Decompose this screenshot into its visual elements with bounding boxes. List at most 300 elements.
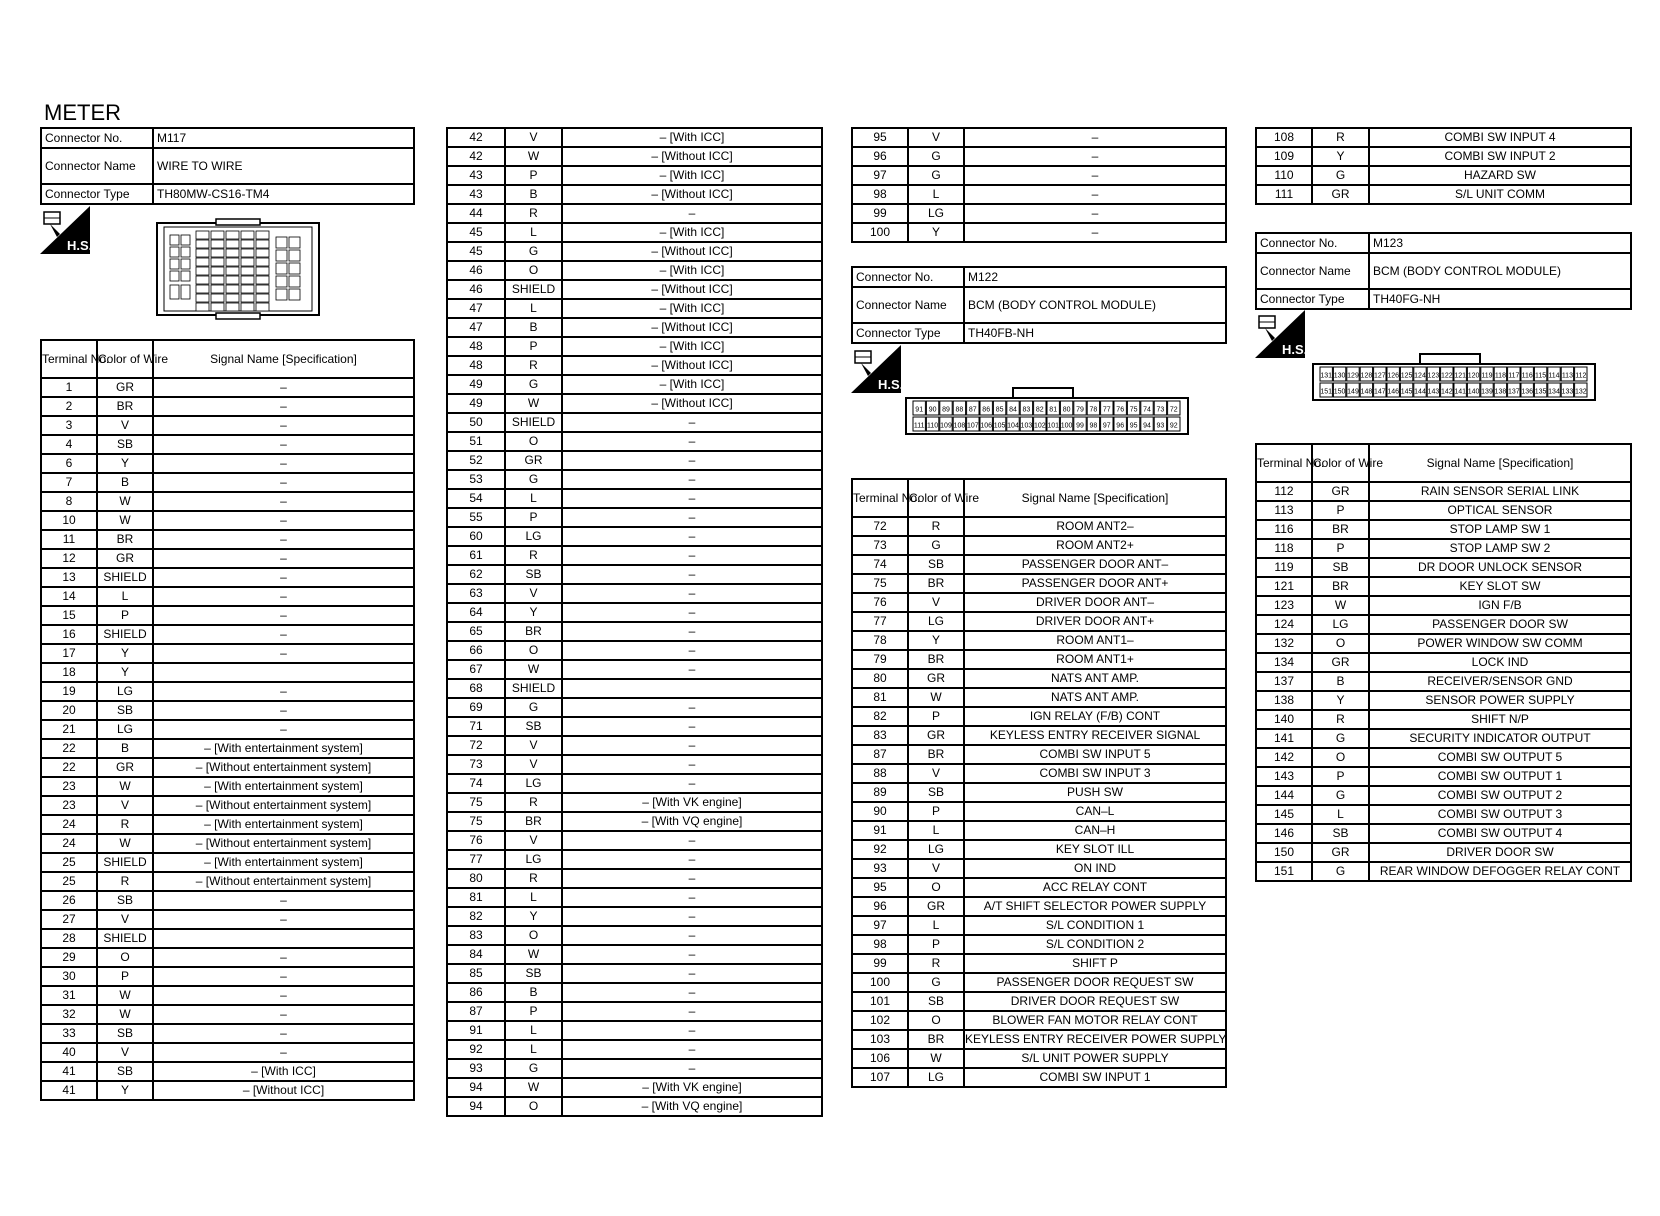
table-row xyxy=(852,631,1226,650)
signal-name-cell: – xyxy=(562,451,822,470)
signal-name-cell: – xyxy=(562,603,822,622)
wire-color-cell: O xyxy=(505,261,562,280)
connector-pin-label: 102 xyxy=(1033,422,1046,430)
signal-name-cell: S/L CONDITION 2 xyxy=(964,935,1226,954)
signal-name-cell: KEYLESS ENTRY RECEIVER SIGNAL xyxy=(964,726,1226,745)
terminal-no-cell: 91 xyxy=(852,821,908,840)
signal-name-cell: – [With entertainment system] xyxy=(153,853,414,872)
connector-pin-label: 90 xyxy=(928,406,937,414)
table-row xyxy=(41,644,414,663)
connector-cavity xyxy=(170,235,179,245)
signal-name-cell: COMBI SW INPUT 3 xyxy=(964,764,1226,783)
signal-name-cell: – [With VQ engine] xyxy=(562,812,822,831)
table-row xyxy=(41,416,414,435)
table-row xyxy=(852,935,1226,954)
signal-name-cell: CAN–L xyxy=(964,802,1226,821)
signal-name-cell: PASSENGER DOOR REQUEST SW xyxy=(964,973,1226,992)
connector-cavity xyxy=(226,276,239,284)
wire-color-cell: R xyxy=(97,872,153,891)
signal-name-cell: – xyxy=(153,454,414,473)
terminal-no-cell: 40 xyxy=(41,1043,97,1062)
terminal-no-cell: 69 xyxy=(447,698,505,717)
table-row xyxy=(447,1078,822,1097)
connector-cavity xyxy=(181,247,190,257)
signal-name-cell: – [Without ICC] xyxy=(562,318,822,337)
connector-cavity xyxy=(196,285,209,293)
wire-color-cell: W xyxy=(97,511,153,530)
connector-cavity xyxy=(256,276,269,284)
wire-color-cell: P xyxy=(908,802,964,821)
signal-name-cell: COMBI SW OUTPUT 1 xyxy=(1369,767,1631,786)
table-row xyxy=(447,166,822,185)
wire-color-cell: W xyxy=(908,1049,964,1068)
terminal-no-cell: 28 xyxy=(41,929,97,948)
connector-pin-label: 86 xyxy=(982,406,991,414)
wire-color-cell: LG xyxy=(1312,615,1369,634)
wire-color-cell: SB xyxy=(908,555,964,574)
signal-name-cell: DRIVER DOOR ANT– xyxy=(964,593,1226,612)
wire-color-cell: W xyxy=(505,660,562,679)
signal-name-cell: COMBI SW OUTPUT 2 xyxy=(1369,786,1631,805)
terminal-no-cell: 119 xyxy=(1256,558,1312,577)
table-row xyxy=(447,831,822,850)
connector-pin-label: 129 xyxy=(1347,372,1359,380)
connector-cavity xyxy=(211,303,224,311)
terminal-no-cell: 52 xyxy=(447,451,505,470)
table-row xyxy=(852,166,1226,185)
connector-face-m117 xyxy=(156,219,320,319)
terminal-no-cell: 20 xyxy=(41,701,97,720)
signal-name-cell: RECEIVER/SENSOR GND xyxy=(1369,672,1631,691)
terminal-no-cell: 109 xyxy=(1256,147,1312,166)
table-row xyxy=(852,555,1226,574)
signal-name-cell: – xyxy=(964,166,1226,185)
table-row xyxy=(1256,166,1631,185)
terminal-no-cell: 113 xyxy=(1256,501,1312,520)
table-row xyxy=(41,549,414,568)
table-row xyxy=(447,603,822,622)
table-row xyxy=(447,584,822,603)
table-row xyxy=(447,793,822,812)
signal-name-cell: – xyxy=(153,473,414,492)
terminal-no-cell: 82 xyxy=(447,907,505,926)
connector-cavity xyxy=(276,276,287,287)
connector-cavity xyxy=(241,231,254,239)
table-row xyxy=(41,948,414,967)
signal-name-cell: – [Without ICC] xyxy=(562,242,822,261)
table-row xyxy=(447,451,822,470)
table-row xyxy=(1256,805,1631,824)
page-title: METER xyxy=(44,100,121,125)
signal-name-cell: SENSOR POWER SUPPLY xyxy=(1369,691,1631,710)
signal-name-cell: – xyxy=(562,565,822,584)
wire-color-cell: W xyxy=(97,492,153,511)
terminal-no-cell: 93 xyxy=(852,859,908,878)
connector-name-label: Connector Name xyxy=(41,148,153,184)
table-body xyxy=(41,378,414,1100)
table-row xyxy=(41,1024,414,1043)
table-row xyxy=(41,1005,414,1024)
signal-name-cell: – xyxy=(153,948,414,967)
wire-color-cell: P xyxy=(505,508,562,527)
terminal-no-cell: 44 xyxy=(447,204,505,223)
table-row xyxy=(852,821,1226,840)
terminal-no-cell: 144 xyxy=(1256,786,1312,805)
signal-name-cell: – [With entertainment system] xyxy=(153,777,414,796)
wire-color-cell: Y xyxy=(908,223,964,242)
wire-color-cell: V xyxy=(505,755,562,774)
table-row xyxy=(447,394,822,413)
table-row xyxy=(852,992,1226,1011)
terminal-no-cell: 25 xyxy=(41,853,97,872)
terminal-no-cell: 55 xyxy=(447,508,505,527)
terminal-no-cell: 111 xyxy=(1256,185,1312,204)
terminal-no-cell: 83 xyxy=(852,726,908,745)
terminal-no-cell: 98 xyxy=(852,935,908,954)
table-row xyxy=(447,432,822,451)
signal-name-cell: – xyxy=(153,1043,414,1062)
terminal-no-cell: 108 xyxy=(1256,128,1312,147)
connector-info-m117 xyxy=(40,127,415,205)
signal-name-cell: – xyxy=(153,530,414,549)
connector-cavity xyxy=(196,303,209,311)
connector-info-m122-wrap xyxy=(851,266,1225,344)
terminal-no-cell: 47 xyxy=(447,318,505,337)
signal-name-cell: – xyxy=(153,967,414,986)
terminal-no-cell: 4 xyxy=(41,435,97,454)
signal-name-cell: DRIVER DOOR ANT+ xyxy=(964,612,1226,631)
signal-name-cell: – xyxy=(562,945,822,964)
table-row xyxy=(447,318,822,337)
signal-name-cell: – xyxy=(964,204,1226,223)
connector-cavity xyxy=(226,303,239,311)
wire-color-cell: B xyxy=(1312,672,1369,691)
connector-pin-label: 96 xyxy=(1116,422,1125,430)
connector-pin-label: 106 xyxy=(980,422,993,430)
connector-cavity xyxy=(196,258,209,266)
table-row xyxy=(41,454,414,473)
signal-name-cell: – xyxy=(562,698,822,717)
terminal-no-cell: 80 xyxy=(447,869,505,888)
connector-pin-label: 84 xyxy=(1009,406,1017,414)
signal-name-cell: OPTICAL SENSOR xyxy=(1369,501,1631,520)
table-row xyxy=(447,717,822,736)
signal-name-cell: NATS ANT AMP. xyxy=(964,669,1226,688)
signal-name-cell: – xyxy=(964,223,1226,242)
wire-color-cell: G xyxy=(1312,729,1369,748)
terminal-no-cell: 116 xyxy=(1256,520,1312,539)
signal-name-cell: – xyxy=(153,606,414,625)
connector-info-m122 xyxy=(851,266,1227,344)
hs-label: H.S. xyxy=(878,377,904,392)
terminal-no-cell: 71 xyxy=(447,717,505,736)
terminal-no-cell: 50 xyxy=(447,413,505,432)
signal-name-cell: IGN RELAY (F/B) CONT xyxy=(964,707,1226,726)
connector-cavity xyxy=(276,237,287,248)
signal-name-cell: – xyxy=(153,910,414,929)
table-row xyxy=(852,185,1226,204)
table-row xyxy=(41,473,414,492)
table-row xyxy=(41,910,414,929)
wire-color-cell: SB xyxy=(505,717,562,736)
wire-color-cell: V xyxy=(908,764,964,783)
terminal-no-cell: 17 xyxy=(41,644,97,663)
signal-name-cell: DRIVER DOOR SW xyxy=(1369,843,1631,862)
signal-name-cell: – xyxy=(153,701,414,720)
signal-name-cell: – xyxy=(153,891,414,910)
signal-name-cell: – xyxy=(964,185,1226,204)
table-row xyxy=(852,707,1226,726)
wire-color-cell: L xyxy=(97,587,153,606)
table-row xyxy=(1256,710,1631,729)
table-row xyxy=(852,1049,1226,1068)
signal-name-cell: REAR WINDOW DEFOGGER RELAY CONT xyxy=(1369,862,1631,881)
table-row xyxy=(447,774,822,793)
signal-name-cell: – [With ICC] xyxy=(562,223,822,242)
signal-name-cell: – [With ICC] xyxy=(562,337,822,356)
connector-cavity xyxy=(170,247,179,257)
wire-color-cell: V xyxy=(505,584,562,603)
table-row xyxy=(1256,843,1631,862)
signal-name-cell: ROOM ANT1+ xyxy=(964,650,1226,669)
wire-color-cell: SHIELD xyxy=(97,625,153,644)
signal-name-cell: STOP LAMP SW 2 xyxy=(1369,539,1631,558)
wire-color-cell: L xyxy=(505,1021,562,1040)
signal-name-cell: – xyxy=(562,641,822,660)
connector-pin-label: 109 xyxy=(940,422,952,430)
terminal-no-cell: 14 xyxy=(41,587,97,606)
signal-name-cell: – xyxy=(153,397,414,416)
table-row xyxy=(41,625,414,644)
table-row xyxy=(41,872,414,891)
wire-color-cell: G xyxy=(505,375,562,394)
connector-cavity xyxy=(276,250,287,261)
column-4 xyxy=(1255,127,1630,205)
connector-type-value: TH40FG-NH xyxy=(1369,289,1631,309)
wire-color-cell: O xyxy=(1312,634,1369,653)
table-row xyxy=(852,612,1226,631)
terminal-no-cell: 27 xyxy=(41,910,97,929)
table-row xyxy=(1256,615,1631,634)
table-row xyxy=(852,669,1226,688)
signal-name-cell: COMBI SW INPUT 2 xyxy=(1369,147,1631,166)
table-row xyxy=(447,850,822,869)
table-row xyxy=(1256,634,1631,653)
connector-pin-label: 100 xyxy=(1060,422,1073,430)
signal-name-cell: – xyxy=(562,907,822,926)
wire-color-cell: V xyxy=(505,736,562,755)
terminal-no-cell: 15 xyxy=(41,606,97,625)
table-row xyxy=(41,606,414,625)
signal-name-cell: – [With VQ engine] xyxy=(562,1097,822,1116)
wire-color-cell: L xyxy=(505,1040,562,1059)
terminal-no-cell: 11 xyxy=(41,530,97,549)
signal-name-cell: COMBI SW INPUT 1 xyxy=(964,1068,1226,1087)
signal-name-cell: – xyxy=(562,717,822,736)
table-row xyxy=(447,299,822,318)
wire-color-cell: G xyxy=(908,147,964,166)
connector-pin-label: 138 xyxy=(1494,388,1507,396)
terminal-no-cell: 46 xyxy=(447,280,505,299)
wire-color-cell: O xyxy=(908,878,964,897)
connector-face-m122 xyxy=(905,386,1189,436)
connector-name-label: Connector Name xyxy=(1256,253,1369,289)
wire-color-cell: BR xyxy=(505,622,562,641)
connector-pin-label: 143 xyxy=(1427,388,1440,396)
terminal-no-cell: 99 xyxy=(852,954,908,973)
wire-color-cell: LG xyxy=(908,1068,964,1087)
wire-color-cell: LG xyxy=(97,720,153,739)
connector-cavity xyxy=(241,258,254,266)
table-row xyxy=(447,698,822,717)
wire-color-cell: SHIELD xyxy=(97,929,153,948)
signal-name-cell: RAIN SENSOR SERIAL LINK xyxy=(1369,482,1631,501)
terminal-table-m117-a xyxy=(40,339,415,1101)
terminal-no-cell: 43 xyxy=(447,166,505,185)
connector-pin-label: 139 xyxy=(1481,388,1493,396)
connector-pin-label: 146 xyxy=(1387,388,1400,396)
table-row xyxy=(447,1040,822,1059)
wire-color-cell: R xyxy=(97,815,153,834)
signal-name-cell: – xyxy=(153,644,414,663)
table-row xyxy=(852,954,1226,973)
terminal-no-cell: 72 xyxy=(852,517,908,536)
signal-name-cell: – [With ICC] xyxy=(562,299,822,318)
connector-pin-label: 145 xyxy=(1400,388,1413,396)
signal-name-cell: – [Without ICC] xyxy=(562,147,822,166)
wire-color-cell: P xyxy=(97,606,153,625)
signal-name-cell: A/T SHIFT SELECTOR POWER SUPPLY xyxy=(964,897,1226,916)
wire-color-cell: BR xyxy=(908,745,964,764)
terminal-no-cell: 73 xyxy=(447,755,505,774)
color-header: Color of Wire xyxy=(1312,444,1369,482)
wire-color-cell: Y xyxy=(505,907,562,926)
table-row xyxy=(1256,185,1631,204)
connector-pin-label: 127 xyxy=(1373,372,1386,380)
terminal-no-cell: 21 xyxy=(41,720,97,739)
connector-pin-label: 108 xyxy=(953,422,966,430)
terminal-no-cell: 18 xyxy=(41,663,97,682)
table-row xyxy=(41,929,414,948)
connector-cavity xyxy=(170,285,179,299)
table-row xyxy=(447,736,822,755)
signal-name-cell: DR DOOR UNLOCK SENSOR xyxy=(1369,558,1631,577)
table-row xyxy=(447,1097,822,1116)
terminal-no-cell: 76 xyxy=(852,593,908,612)
table-row xyxy=(447,622,822,641)
signal-header: Signal Name [Specification] xyxy=(964,479,1226,517)
terminal-no-cell: 146 xyxy=(1256,824,1312,843)
wire-color-cell: GR xyxy=(908,669,964,688)
terminal-no-cell: 97 xyxy=(852,166,908,185)
color-header: Color of Wire xyxy=(97,340,153,378)
wire-color-cell: P xyxy=(1312,539,1369,558)
table-row xyxy=(852,897,1226,916)
connector-cavity xyxy=(226,294,239,302)
wire-color-cell: V xyxy=(908,128,964,147)
table-row xyxy=(447,926,822,945)
signal-name-cell: – xyxy=(562,584,822,603)
wire-color-cell: SHIELD xyxy=(505,679,562,698)
connector-cavity xyxy=(289,289,300,300)
terminal-no-cell: 22 xyxy=(41,739,97,758)
table-row xyxy=(447,527,822,546)
terminal-no-cell: 98 xyxy=(852,185,908,204)
connector-pin-label: 74 xyxy=(1143,406,1151,414)
table-row xyxy=(852,783,1226,802)
terminal-no-cell: 77 xyxy=(852,612,908,631)
connector-pin-label: 78 xyxy=(1089,406,1098,414)
table-row xyxy=(852,859,1226,878)
signal-name-cell: COMBI SW OUTPUT 4 xyxy=(1369,824,1631,843)
signal-name-cell: HAZARD SW xyxy=(1369,166,1631,185)
signal-name-cell: – xyxy=(562,831,822,850)
wire-color-cell: BR xyxy=(97,397,153,416)
connector-pin-label: 80 xyxy=(1062,406,1071,414)
signal-name-cell: – [Without entertainment system] xyxy=(153,834,414,853)
wire-color-cell: P xyxy=(908,707,964,726)
connector-cavity xyxy=(256,285,269,293)
wire-color-cell: P xyxy=(505,1002,562,1021)
signal-name-cell: – xyxy=(153,720,414,739)
connector-cavity xyxy=(226,249,239,257)
connector-pin-label: 126 xyxy=(1387,372,1400,380)
terminal-no-header: Terminal No. xyxy=(41,340,97,378)
wire-color-cell: B xyxy=(97,739,153,758)
table-body xyxy=(1256,482,1631,881)
terminal-no-cell: 22 xyxy=(41,758,97,777)
terminal-no-cell: 75 xyxy=(447,812,505,831)
connector-cavity xyxy=(256,240,269,248)
terminal-no-cell: 86 xyxy=(447,983,505,1002)
table-row xyxy=(852,973,1226,992)
wire-color-cell: B xyxy=(505,983,562,1002)
connector-pin-label: 85 xyxy=(995,406,1004,414)
table-row xyxy=(447,755,822,774)
table-row xyxy=(1256,147,1631,166)
wire-color-cell: V xyxy=(505,128,562,147)
table-row xyxy=(447,242,822,261)
wire-color-cell: O xyxy=(505,432,562,451)
wire-color-cell: BR xyxy=(1312,520,1369,539)
signal-name-cell: – [Without entertainment system] xyxy=(153,758,414,777)
table-row xyxy=(1256,520,1631,539)
signal-name-cell: – xyxy=(153,378,414,397)
terminal-no-cell: 121 xyxy=(1256,577,1312,596)
table-row xyxy=(1256,501,1631,520)
table-row xyxy=(41,1062,414,1081)
wire-color-cell: LG xyxy=(908,204,964,223)
table-row xyxy=(447,565,822,584)
signal-name-cell: – xyxy=(562,869,822,888)
terminal-no-cell: 80 xyxy=(852,669,908,688)
signal-name-cell: – [Without ICC] xyxy=(562,280,822,299)
wire-color-cell: G xyxy=(1312,166,1369,185)
terminal-no-cell: 142 xyxy=(1256,748,1312,767)
connector-cavity xyxy=(256,303,269,311)
terminal-no-cell: 16 xyxy=(41,625,97,644)
table-row xyxy=(447,679,822,698)
terminal-no-cell: 45 xyxy=(447,242,505,261)
terminal-no-cell: 66 xyxy=(447,641,505,660)
connector-cavity xyxy=(276,263,287,274)
connector-cavity xyxy=(226,240,239,248)
wire-color-cell: Y xyxy=(97,1081,153,1100)
connector-pin-label: 103 xyxy=(1020,422,1033,430)
table-row xyxy=(1256,128,1631,147)
terminal-no-cell: 10 xyxy=(41,511,97,530)
signal-name-cell xyxy=(153,663,414,682)
